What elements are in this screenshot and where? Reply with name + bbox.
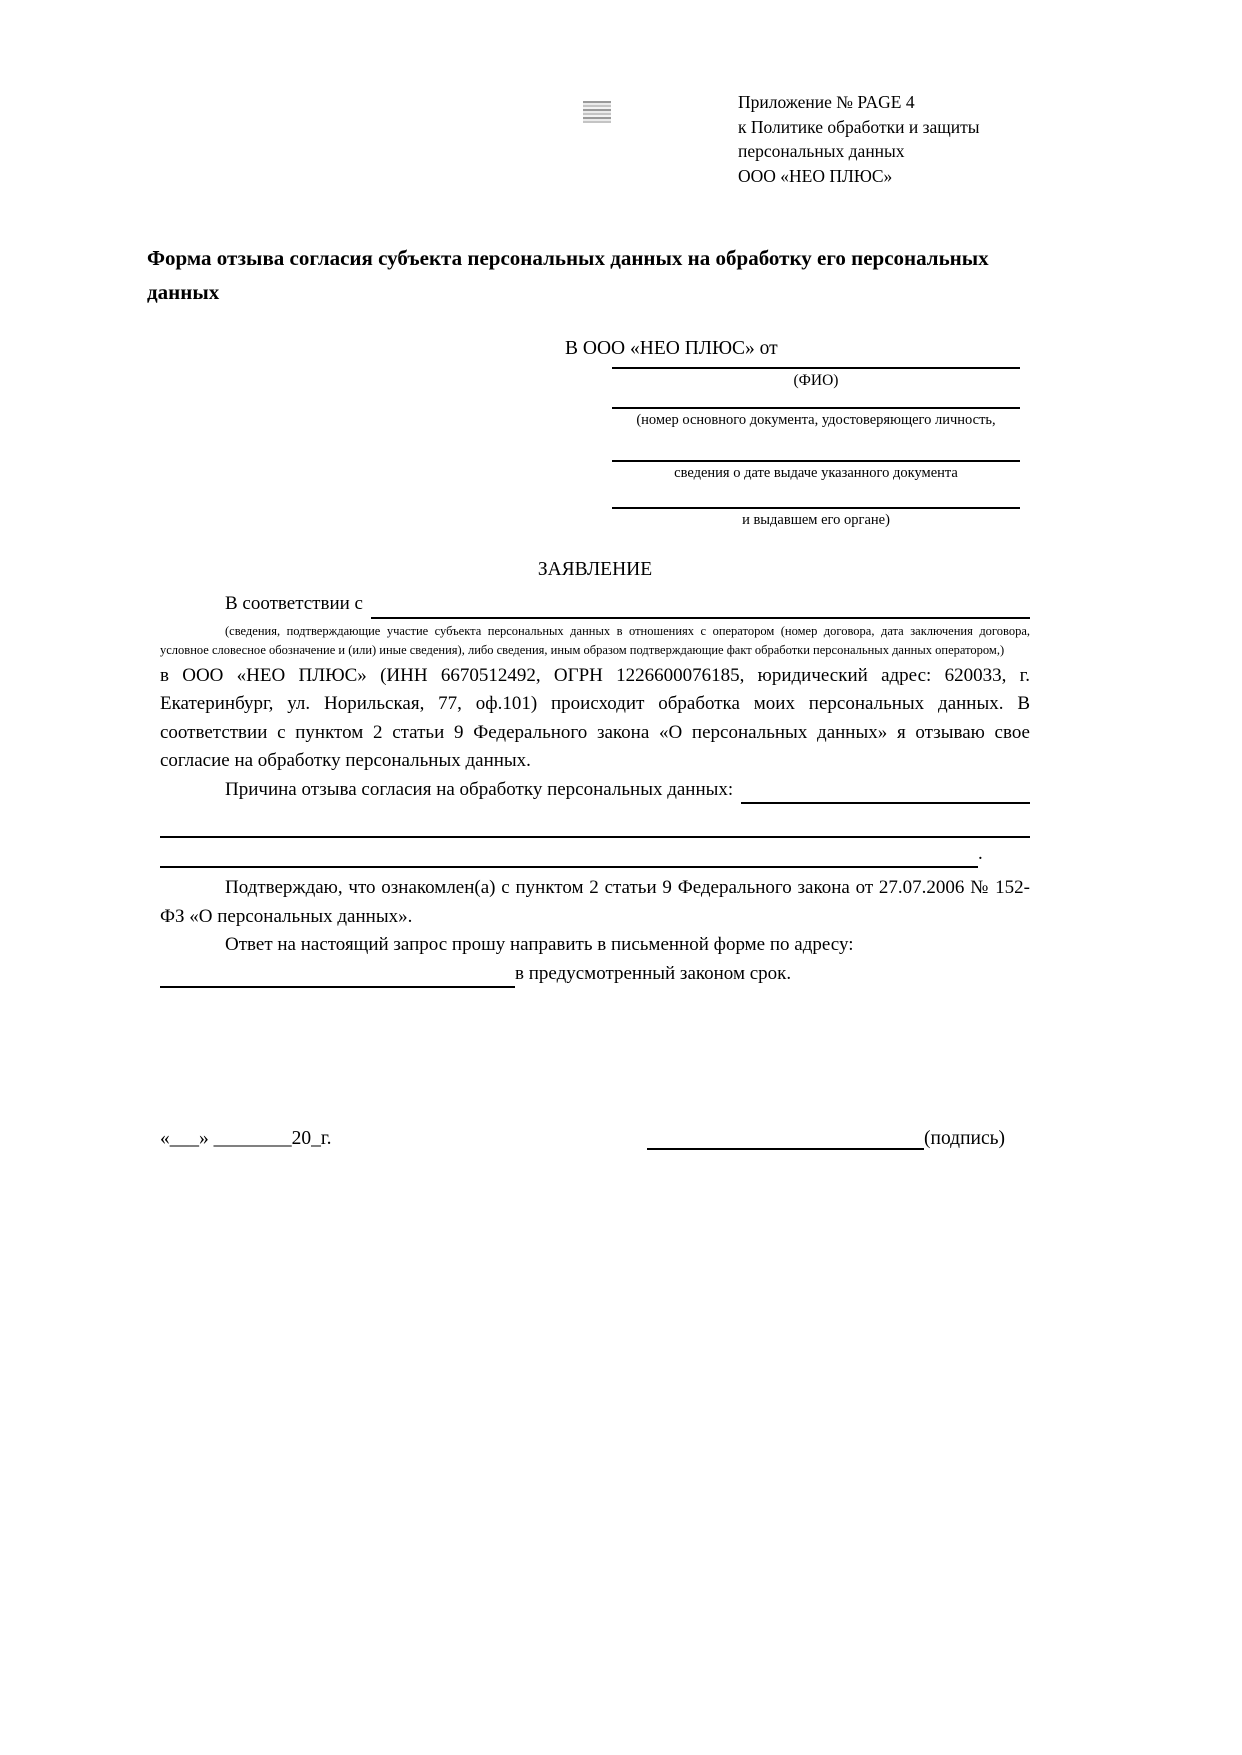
recipient-fields <box>612 367 1020 529</box>
acknowledgement-paragraph: Подтверждаю, что ознакомлен(а) с пунктом 2 статьи 9 Федерального закона от 27.07.2006 № 152-ФЗ «О персональных данных». <box>160 877 1030 927</box>
reason-line <box>160 776 1030 805</box>
statement-body <box>160 590 1030 988</box>
appendix-header-line: Приложение № PAGE 4 <box>738 92 915 112</box>
reason-blank-line-2 <box>160 838 1030 868</box>
embedded-object-icon <box>583 101 611 123</box>
document-number-field-line <box>612 407 1020 429</box>
issuing-authority-field-line <box>612 507 1020 529</box>
issue-date-field-line <box>612 460 1020 482</box>
appendix-header-line: ООО «НЕО ПЛЮС» <box>738 165 893 186</box>
reason-blank-line-1 <box>160 814 1030 838</box>
signature-row <box>160 1126 1030 1150</box>
intro-line <box>160 590 1030 619</box>
main-paragraph: в ООО «НЕО ПЛЮС» (ИНН 6670512492, ОГРН 1226600076185, юридический адрес: 620033, г. Екатеринбург, ул. Норильская, 77, оф.101) происходит обработка моих персональных данных. В соответствии с пунктом 2 статьи 9 Федерального закона «О персональных данных» я отзываю свое согласие на обработку персональных данных. <box>160 664 1030 771</box>
recipient-to-line: В ООО «НЕО ПЛЮС» от <box>565 338 778 359</box>
appendix-header <box>738 90 1038 188</box>
reply-request-line: Ответ на настоящий запрос прошу направить в письменной форме по адресу: <box>225 934 854 955</box>
intro-prefix: В соответствии с <box>225 593 363 614</box>
signature-group <box>647 1126 1030 1150</box>
basis-fill-line <box>371 593 1030 619</box>
fio-caption: (ФИО) <box>793 372 839 389</box>
basis-footnote: (сведения, подтверждающие участие субъекта персональных данных в отношениях с оператором (номер договора, дата заключения договора, условное словесное обозначение и (или) иные сведения), либо сведения, иным образом подтверждающие факт обработки персональных данных оператором,) <box>160 623 1030 657</box>
reply-address-line <box>160 960 1030 989</box>
signature-fill-line <box>647 1126 924 1150</box>
signature-caption: (подпись) <box>924 1128 1005 1149</box>
appendix-header-line: к Политике обработки и защиты <box>738 116 980 137</box>
issuing-authority-caption: и выдавшем его органе) <box>742 512 890 528</box>
reply-request-suffix: в предусмотренный законом срок. <box>515 962 792 984</box>
blank-line-terminator: . <box>978 842 983 864</box>
reason-fill-line <box>741 778 1030 804</box>
document-title: Форма отзыва согласия субъекта персональных данных на обработку его персональных данных <box>147 246 989 304</box>
document-number-caption: (номер основного документа, удостоверяющего личность, <box>636 412 996 428</box>
reason-label: Причина отзыва согласия на обработку персональных данных: <box>225 778 734 800</box>
address-fill-line <box>160 962 515 988</box>
appendix-header-line: персональных данных <box>738 141 905 161</box>
statement-heading: ЗАЯВЛЕНИЕ <box>537 559 653 580</box>
date-blank-line: «___» ________20_г. <box>160 1128 332 1149</box>
fio-field-line <box>612 367 1020 390</box>
reason-fill-line-2 <box>160 838 978 868</box>
issue-date-caption: сведения о дате выдаче указанного документа <box>674 465 958 481</box>
